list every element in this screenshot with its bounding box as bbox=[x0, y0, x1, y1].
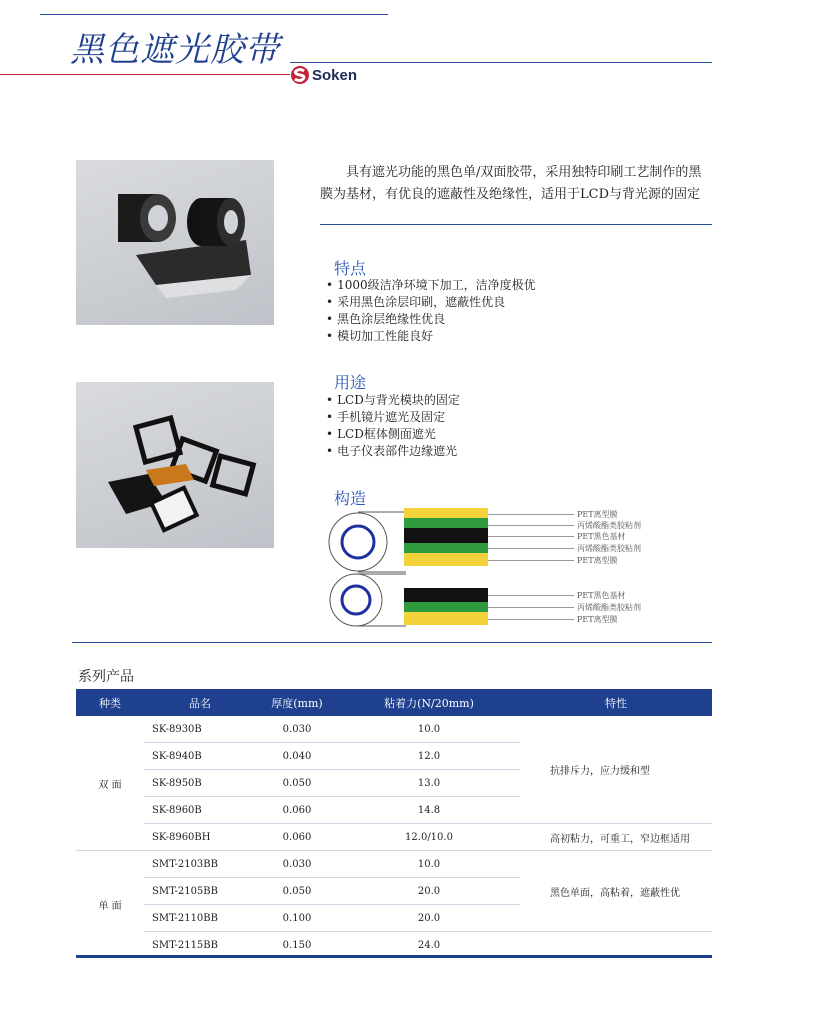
name-cell: SK-8960BH bbox=[144, 824, 256, 851]
type-cell: 单 面 bbox=[98, 901, 122, 912]
thickness-cell: 0.050 bbox=[256, 878, 338, 905]
col-header: 特性 bbox=[520, 689, 712, 716]
thickness-cell: 0.050 bbox=[256, 770, 338, 797]
list-item: • 模切加工性能良好 bbox=[326, 328, 536, 345]
col-header: 粘着力(N/20mm) bbox=[338, 689, 520, 716]
adhesion-cell: 24.0 bbox=[417, 939, 441, 951]
layer-black-base bbox=[404, 588, 488, 602]
col-header: 品名 bbox=[144, 689, 256, 716]
features-list bbox=[326, 277, 536, 345]
series-table bbox=[76, 689, 712, 958]
list-item: • 1000级洁净环境下加工，洁净度极优 bbox=[326, 277, 536, 294]
layer-label: PET离型膜 bbox=[577, 556, 618, 565]
header-top-rule bbox=[40, 14, 388, 15]
thickness-cell: 0.030 bbox=[256, 716, 338, 743]
list-item: • LCD与背光模块的固定 bbox=[326, 392, 460, 409]
adhesion-cell: 10.0 bbox=[338, 851, 520, 878]
name-cell: SMT-2103BB bbox=[144, 851, 256, 878]
uses-list bbox=[326, 392, 460, 460]
name-cell: SK-8960B bbox=[144, 797, 256, 824]
brand-logo bbox=[290, 64, 357, 86]
structure-title: 构造 bbox=[334, 489, 367, 508]
list-item: • 采用黑色涂层印刷，遮蔽性优良 bbox=[326, 294, 536, 311]
layer-label: 丙烯酸酯类胶粘剂 bbox=[577, 603, 641, 612]
name-cell: SMT-2115BB bbox=[152, 939, 218, 951]
product-photo-diecut bbox=[76, 382, 274, 548]
layer-adhesive bbox=[404, 602, 488, 612]
series-title: 系列产品 bbox=[78, 669, 134, 685]
leader-line bbox=[488, 560, 574, 561]
list-item: • 电子仪表部件边缘遮光 bbox=[326, 443, 460, 460]
adhesion-cell: 20.0 bbox=[338, 878, 520, 905]
name-cell: SMT-2105BB bbox=[144, 878, 256, 905]
name-cell: SK-8930B bbox=[144, 716, 256, 743]
section-divider bbox=[72, 642, 712, 643]
layer-adhesive-top bbox=[404, 518, 488, 528]
leader-line bbox=[488, 619, 574, 620]
layer-label: PET黑色基材 bbox=[577, 591, 626, 600]
features-title: 特点 bbox=[334, 259, 367, 278]
adhesion-cell: 12.0/10.0 bbox=[338, 824, 520, 851]
soken-logo-icon bbox=[290, 65, 310, 85]
thickness-cell: 0.060 bbox=[256, 824, 338, 851]
thickness-cell: 0.100 bbox=[256, 905, 338, 932]
leader-line bbox=[488, 595, 574, 596]
table-header-row bbox=[76, 689, 712, 716]
leader-line bbox=[488, 607, 574, 608]
leader-line bbox=[488, 548, 574, 549]
adhesion-cell: 20.0 bbox=[338, 905, 520, 932]
adhesion-cell: 14.8 bbox=[338, 797, 520, 824]
adhesion-cell: 13.0 bbox=[338, 770, 520, 797]
list-item: • 黑色涂层绝缘性优良 bbox=[326, 311, 536, 328]
leader-line bbox=[488, 514, 574, 515]
layer-label: 丙烯酸酯类胶粘剂 bbox=[577, 544, 641, 553]
property-cell: 高初粘力，可重工，窄边框适用 bbox=[520, 824, 712, 851]
table-row bbox=[76, 851, 712, 878]
adhesion-cell: 10.0 bbox=[338, 716, 520, 743]
thickness-cell: 0.030 bbox=[256, 851, 338, 878]
thickness-cell: 0.150 bbox=[282, 939, 312, 951]
layer-label: PET离型膜 bbox=[577, 615, 618, 624]
col-header: 厚度(mm) bbox=[256, 689, 338, 716]
table-row bbox=[76, 824, 712, 851]
layer-black-base bbox=[404, 528, 488, 543]
brand-name: Soken bbox=[312, 66, 358, 84]
leader-line bbox=[488, 536, 574, 537]
product-photo-rolls bbox=[76, 160, 274, 325]
table-row bbox=[76, 716, 712, 743]
table-bottom-bar bbox=[76, 955, 712, 958]
leader-line bbox=[488, 525, 574, 526]
name-cell: SK-8950B bbox=[144, 770, 256, 797]
adhesion-cell: 12.0 bbox=[338, 743, 520, 770]
col-header: 种类 bbox=[76, 689, 144, 716]
property-cell: 黑色单面，高粘着，遮蔽性优 bbox=[520, 851, 712, 932]
layer-label: 丙烯酸酯类胶粘剂 bbox=[577, 521, 641, 530]
list-item: • 手机镜片遮光及固定 bbox=[326, 409, 460, 426]
layer-adhesive-bottom bbox=[404, 543, 488, 553]
header-blue-rule bbox=[290, 62, 712, 63]
name-cell: SK-8940B bbox=[144, 743, 256, 770]
type-cell: 双 面 bbox=[76, 716, 144, 851]
layer-release bbox=[404, 612, 488, 625]
list-item: • LCD框体侧面遮光 bbox=[326, 426, 460, 443]
layer-label: PET黑色基材 bbox=[577, 532, 626, 541]
thickness-cell: 0.060 bbox=[256, 797, 338, 824]
property-cell: 抗排斥力，应力缓和型 bbox=[520, 716, 712, 824]
layer-release-bottom bbox=[404, 553, 488, 566]
uses-title: 用途 bbox=[334, 373, 367, 392]
intro-text: 具有遮光功能的黑色单/双面胶带，采用独特印刷工艺制作的黑膜为基材，有优良的遮蔽性及绝缘性，适用于LCD与背光源的固定 bbox=[320, 165, 702, 202]
header-red-rule bbox=[0, 74, 290, 75]
layer-release-top bbox=[404, 508, 488, 518]
intro-divider bbox=[320, 224, 712, 225]
layer-label: PET离型膜 bbox=[577, 510, 618, 519]
thickness-cell: 0.040 bbox=[256, 743, 338, 770]
name-cell: SMT-2110BB bbox=[144, 905, 256, 932]
page-title: 黑色遮光胶带 bbox=[70, 30, 280, 70]
